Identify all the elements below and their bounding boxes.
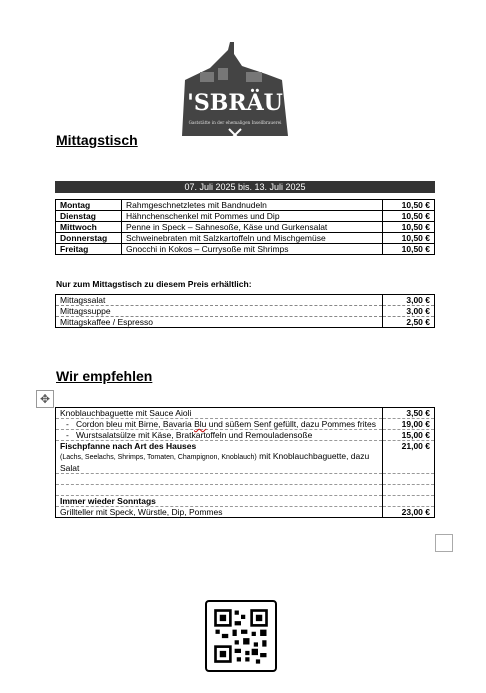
dish-text: Wurstsalatsülze mit Käse, Bratkartoffeln und Remouladensoße [75,430,313,440]
dish-label [56,419,383,430]
empty-cell [56,474,383,485]
price-label: 10,50 € [383,222,435,233]
empty-price-cell [383,496,435,507]
table-move-handle-icon[interactable]: ✥ [36,390,54,408]
price-label: 3,00 € [383,306,435,317]
dish-label: Gnocchi in Kokos – Currysoße mit Shrimps [122,244,383,255]
empty-price-cell [383,474,435,485]
table-row [56,408,435,419]
table-row [56,200,435,211]
day-label: Freitag [56,244,122,255]
day-label: Donnerstag [56,233,122,244]
price-label: 10,50 € [383,211,435,222]
dish-text-cont: und süßem Senf gefüllt, dazu Pommes frites [206,419,376,429]
table-row [56,419,435,430]
table-row [56,430,435,441]
table-row [56,474,435,485]
price-label: 15,00 € [383,430,435,441]
extra-item: Mittagssalat [56,295,383,306]
dish-title: Fischpfanne nach Art des Hauses [60,441,197,451]
price-label: 21,00 € [383,441,435,474]
price-label: 3,50 € [383,408,435,419]
table-row [56,244,435,255]
dish-label: Hähnchenschenkel mit Pommes und Dip [122,211,383,222]
heading-mittagstisch: Mittagstisch [56,132,138,148]
price-label: 10,50 € [383,233,435,244]
dish-label: Knoblauchbaguette mit Sauce Aioli [56,408,383,419]
price-label: 10,50 € [383,200,435,211]
dish-text: Cordon bleu mit Birne, Bavaria [75,419,195,429]
table-row [56,441,435,474]
price-label: 2,50 € [383,317,435,328]
table-row [56,485,435,496]
table-row [56,306,435,317]
dish-label: Grillteller mit Speck, Würstle, Dip, Pommes [56,507,383,518]
day-label: Montag [56,200,122,211]
table-resize-handle[interactable] [435,534,453,552]
price-label: 10,50 € [383,244,435,255]
qr-code [205,600,277,672]
table-row [56,507,435,518]
dish-label [56,441,383,474]
weekday-menu-table [55,199,435,255]
dish-text: mit Knoblauchbaguette, dazu Salat [60,451,370,473]
extra-item: Mittagskaffee / Espresso [56,317,383,328]
bullet-dash: - [66,430,69,440]
table-row [56,496,435,507]
dish-ingredients: (Lachs, Seelachs, Shrimps, Tomaten, Champignon, Knoblauch) [60,454,257,461]
dish-label: Rahmgeschnetzletes mit Bandnudeln [122,200,383,211]
dish-label [56,430,383,441]
table-row [56,222,435,233]
dish-label: Schweinebraten mit Salzkartoffeln und Mischgemüse [122,233,383,244]
dish-label: Penne in Speck – Sahnesoße, Käse und Gurkensalat [122,222,383,233]
empty-cell [56,485,383,496]
brewery-logo [170,40,300,145]
week-range-bar: 07. Juli 2025 bis. 13. Juli 2025 [55,181,435,193]
logo-tagline: Gaststätte in der ehemaligen Insellbrauerei [188,120,282,125]
empty-price-cell [383,485,435,496]
extra-item: Mittagssuppe [56,306,383,317]
day-label: Dienstag [56,211,122,222]
price-label: 19,00 € [383,419,435,430]
recommendations-table [55,407,435,518]
table-row [56,211,435,222]
extras-note: Nur zum Mittagstisch zu diesem Preis erhältlich: [56,279,252,289]
table-row [56,317,435,328]
section-label: Immer wieder Sonntags [56,496,383,507]
price-label: 23,00 € [383,507,435,518]
price-label: 3,00 € [383,295,435,306]
spellcheck-word[interactable]: Blu [194,419,207,429]
day-label: Mittwoch [56,222,122,233]
extras-table [55,294,435,328]
table-row [56,295,435,306]
table-row [56,233,435,244]
logo-name: 'SBRÄU [187,90,283,116]
bullet-dash: - [66,419,69,429]
heading-wir-empfehlen: Wir empfehlen [56,368,153,384]
